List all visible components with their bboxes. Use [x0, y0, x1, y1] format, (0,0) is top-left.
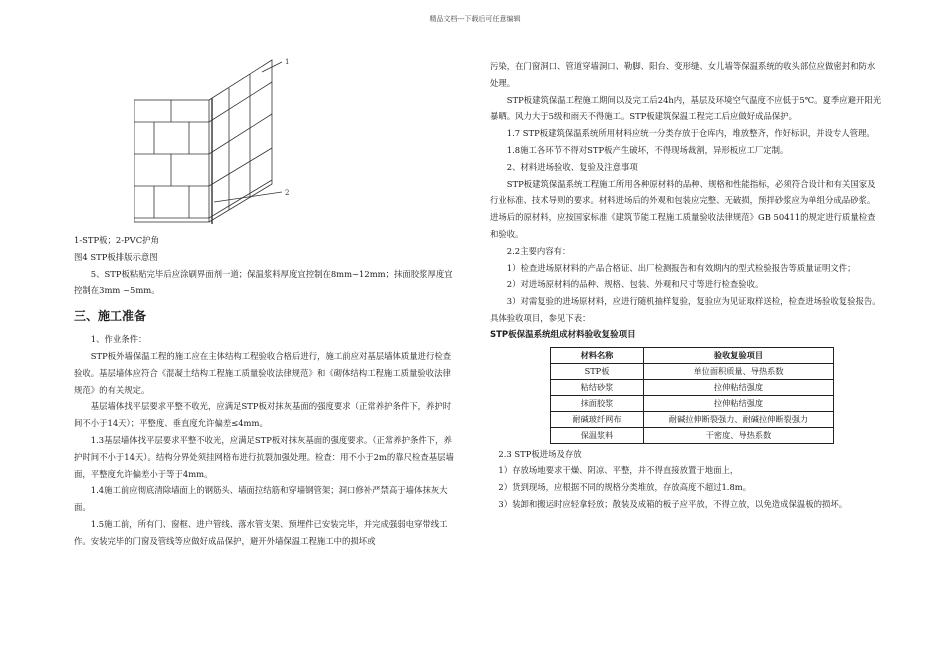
paragraph-2: 2、材料进场验收、复验及注意事项: [506, 161, 638, 172]
paragraph-1-3: 1.3基层墙体找平层要求平整不收光，应满足STP板对抹灰基面的强度要求。（正常养护条件下，养护时间不小于14天）。结构分界处须挂网格布进行抗裂加强处理。检查：用不小于2m的靠尺检查基层墙面，平整度允许偏差小于等于4mm。: [74, 434, 454, 479]
table-header-row: [551, 347, 834, 363]
paragraph-1-1: STP板外墙保温工程的施工应在主体结构工程验收合格后进行，施工前应对基层墙体质量进行检查验收。基层墙体应符合《混凝土结构工程施工质量验收法律规范》和《砌体结构工程施工质量验收法律规范》的有关规定。: [74, 350, 452, 395]
stp-board-layout-figure: [74, 52, 458, 232]
figure-caption: 图4 STP板排版示意图: [74, 251, 158, 262]
paragraph-2-3-2: 2）货到现场，应根据不同的规格分类堆放，存放高度不超过1.8m。: [498, 482, 752, 493]
paragraph-1-7: 1.7 STP板建筑保温系统所用材料应统一分类存放于仓库内，堆放整齐，作好标识，并设专人管理。: [506, 128, 875, 139]
table-row: [551, 411, 834, 427]
table-cell: 保温浆料: [551, 427, 644, 443]
paragraph-1-5: 1.5施工前，所有门、窗框、进户管线、落水管支架、预埋件已安装完毕，并完成强弱电穿带线工作。安装完毕的门窗及管线等应做好成品保护，避开外墙保温工程施工中的损坏或: [74, 518, 448, 546]
paragraph-2-3: 2.3 STP板进场及存放: [498, 448, 582, 459]
table-cell: STP板: [551, 363, 644, 379]
paragraph-2-2: 2.2主要内容有：: [506, 245, 571, 256]
section-heading: 三、施工准备: [74, 309, 147, 324]
paragraph-1-6: STP板建筑保温工程施工期间以及完工后24h内，基层及环境空气温度不应低于5℃。夏季应避开阳光暴晒。风力大于5级和雨天不得施工。STP板建筑保温工程完工后应做好成品保护。: [490, 94, 882, 122]
table-row: [551, 395, 834, 411]
paragraph-1-2: 基层墙体找平层要求平整不收光，应满足STP板对抹灰基面的强度要求（正常养护条件下，养护时间不小于14天）；平整度、垂直度允许偏差≤4mm。: [74, 401, 452, 429]
table-cell: 单位面积质量、导热系数: [644, 363, 834, 379]
table-cell: 耐碱玻纤网布: [551, 411, 644, 427]
table-cell: 拉伸粘结强度: [644, 379, 834, 395]
paragraph-1-8: 1.8施工各环节不得对STP板产生破坏，不得现场裁割，异形板应工厂定制。: [506, 144, 789, 155]
label-1: 1: [285, 58, 290, 66]
page-header: 精品文档---下载后可任意编辑: [429, 15, 521, 23]
paragraph-2-2-1: 1）检查进场原材料的产品合格证、出厂检测报告和有效期内的型式检验报告等质量证明文件；: [506, 262, 856, 273]
label-2: 2: [285, 189, 290, 197]
acceptance-table: [550, 347, 834, 444]
paragraph-2-3-1: 1）存放场地要求干燥、阴凉、平整，并不得直接放置于地面上，: [498, 465, 739, 476]
figure-legend: 1-STP板；2-PVC护角: [74, 235, 159, 245]
table-row: [551, 363, 834, 379]
table-row: [551, 379, 834, 395]
paragraph-2-3-3: 3）装卸和搬运时应轻拿轻放；散装及成箱的板子应平放，不得立放，以免造成保温板的损坏。: [498, 498, 848, 509]
table-cell: 抹面胶浆: [551, 395, 644, 411]
table-header-items: 验收复验项目: [644, 347, 834, 363]
paragraph-2-1: STP板建筑保温系统工程施工所用各种原材料的品种、规格和性能指标，必须符合设计和有关国家及行业标准、技术导则的要求。材料进场后的外观和包装应完整、无破损，预拌砂浆应为单组分成品砂浆。进场后的原材料，应按国家标准《建筑节能工程施工质量验收法律规范》GB 50411的规定进行质量检查和验收。: [490, 178, 876, 239]
paragraph-2-2-3: 3）对需复验的进场原材料，应进行随机抽样复验，复验应为见证取样送检，检查进场验收复验报告。具体验收项目，参见下表：: [490, 296, 881, 323]
table-cell: 耐碱拉伸断裂强力、耐碱拉伸断裂强力: [644, 411, 834, 427]
paragraph-item5: 5、STP板粘贴完毕后应涂刷界面剂一道；保温浆料厚度宜控制在8mm~12mm；抹面胶浆厚度宜控制在3mm ~5mm。: [74, 268, 453, 296]
table-cell: 粘结砂浆: [551, 379, 644, 395]
left-column: [74, 52, 458, 550]
table-title: STP板保温系统组成材料验收复验项目: [490, 329, 636, 340]
right-column: [490, 58, 882, 513]
paragraph-continued: 污染，在门窗洞口、管道穿墙洞口、勒脚、阳台、变形缝、女儿墙等保温系统的收头部位应做密封和防水处理。: [490, 61, 876, 88]
paragraph-1-4: 1.4施工前应彻底清除墙面上的钢筋头、墙面拉结筋和穿墙钢管架；洞口修补严禁高于墙体抹灰大面。: [74, 485, 448, 513]
table-cell: 干密度、导热系数: [644, 427, 834, 443]
table-row: [551, 427, 834, 443]
table-header-material: 材料名称: [551, 347, 644, 363]
table-cell: 拉伸粘结强度: [644, 395, 834, 411]
paragraph-2-2-2: 2）对进场原材料的品种、规格、包装、外观和尺寸等进行检查验收。: [506, 279, 764, 290]
paragraph-work-conditions: 1、作业条件：: [90, 334, 147, 345]
board-layout-drawing: [134, 52, 334, 227]
